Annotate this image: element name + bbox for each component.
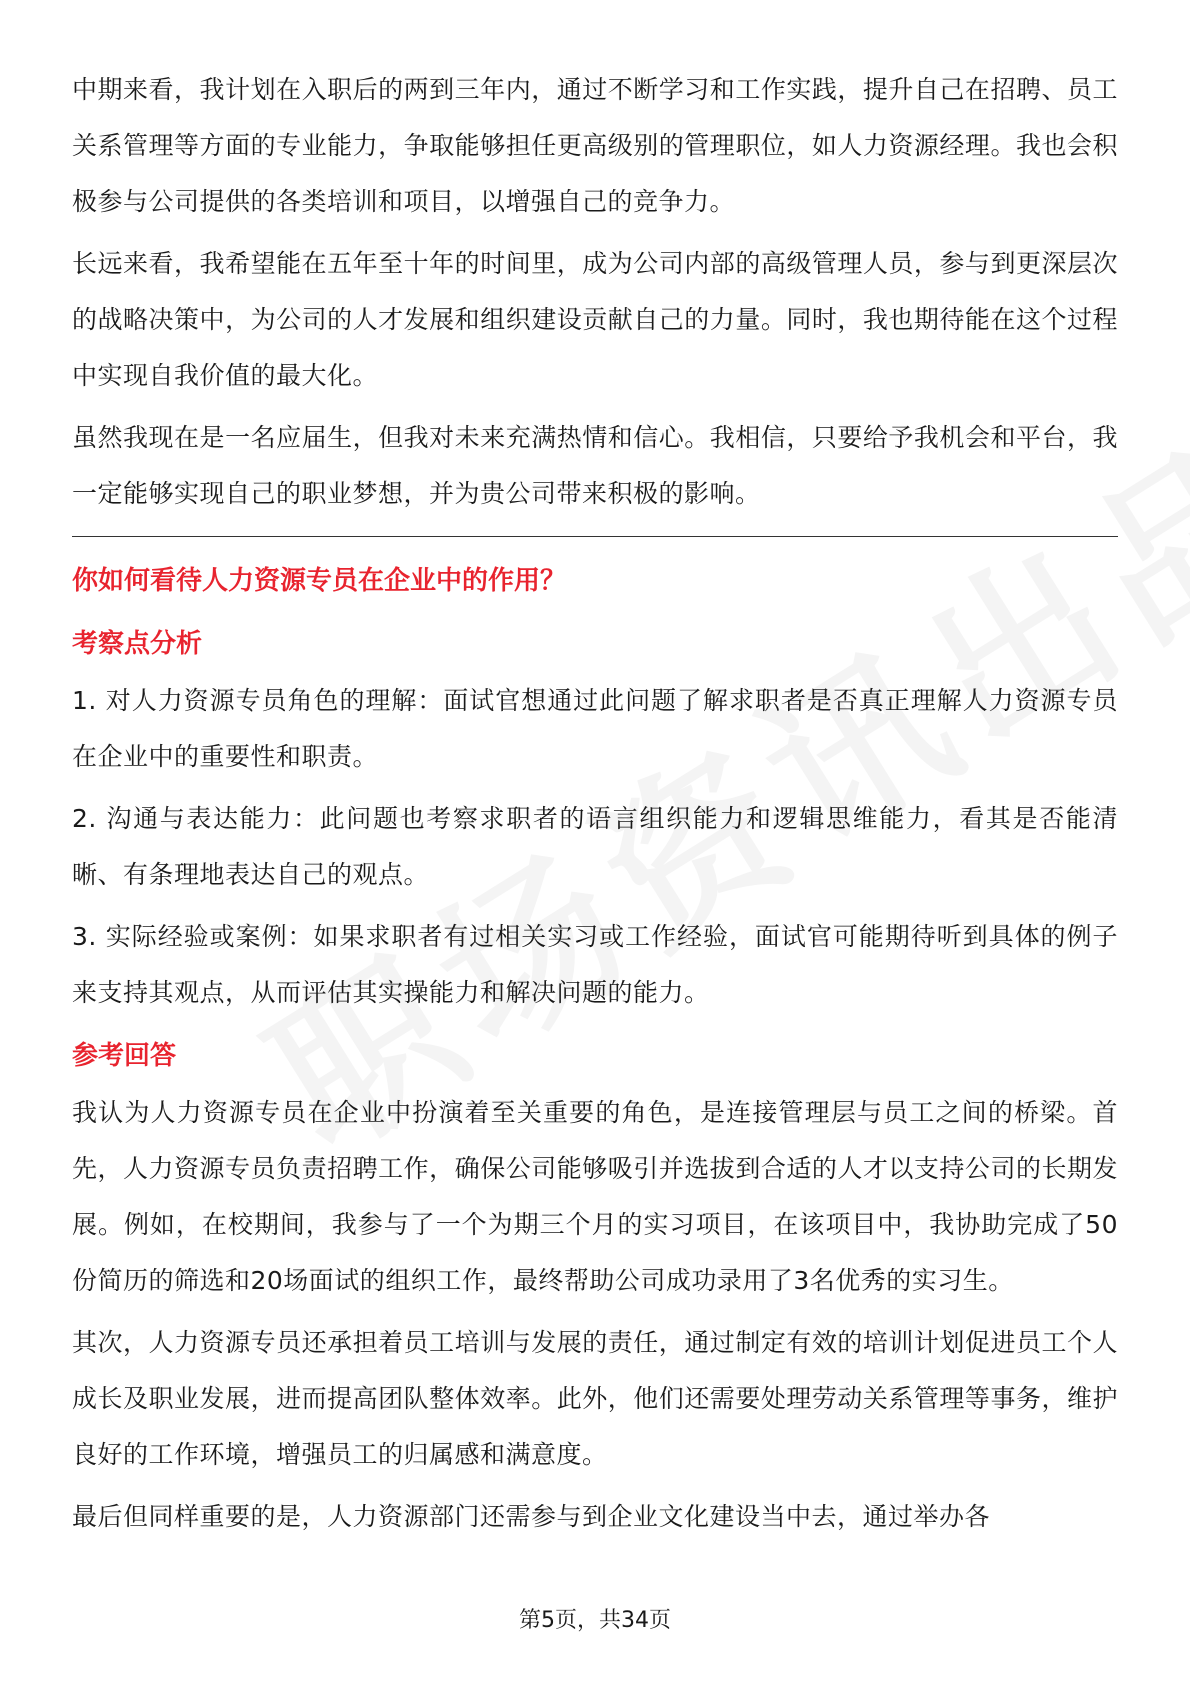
analysis-item: 2. 沟通与表达能力：此问题也考察求职者的语言组织能力和逻辑思维能力，看其是否能清晰、有条理地表达自己的观点。 (72, 804, 1118, 889)
page-number: 第5页，共34页 (519, 1608, 671, 1633)
body-paragraph: 长远来看，我希望能在五年至十年的时间里，成为公司内部的高级管理人员，参与到更深层次的战略决策中，为公司的人才发展和组织建设贡献自己的力量。同时，我也期待能在这个过程中实现自我价值的最大化。 (72, 249, 1118, 390)
analysis-heading: 考察点分析 (72, 629, 203, 659)
page-content (72, 62, 1118, 1551)
section-divider (72, 536, 1118, 537)
body-paragraph: 虽然我现在是一名应届生，但我对未来充满热情和信心。我相信，只要给予我机会和平台，我一定能够实现自己的职业梦想，并为贵公司带来积极的影响。 (72, 423, 1118, 508)
analysis-item: 1. 对人力资源专员角色的理解：面试官想通过此问题了解求职者是否真正理解人力资源专员在企业中的重要性和职责。 (72, 686, 1118, 771)
answer-paragraph: 最后但同样重要的是，人力资源部门还需参与到企业文化建设当中去，通过举办各 (72, 1502, 991, 1531)
body-paragraph: 中期来看，我计划在入职后的两到三年内，通过不断学习和工作实践，提升自己在招聘、员工关系管理等方面的专业能力，争取能够担任更高级别的管理职位，如人力资源经理。我也会积极参与公司提供的各类培训和项目，以增强自己的竞争力。 (72, 75, 1118, 216)
answer-paragraph: 其次，人力资源专员还承担着员工培训与发展的责任，通过制定有效的培训计划促进员工个人成长及职业发展，进而提高团队整体效率。此外，他们还需要处理劳动关系管理等事务，维护良好的工作环境，增强员工的归属感和满意度。 (72, 1328, 1118, 1469)
analysis-item: 3. 实际经验或案例：如果求职者有过相关实习或工作经验，面试官可能期待听到具体的例子来支持其观点，从而评估其实操能力和解决问题的能力。 (72, 922, 1118, 1007)
answer-paragraph: 我认为人力资源专员在企业中扮演着至关重要的角色，是连接管理层与员工之间的桥梁。首先，人力资源专员负责招聘工作，确保公司能够吸引并选拔到合适的人才以支持公司的长期发展。例如，在校期间，我参与了一个为期三个月的实习项目，在该项目中，我协助完成了50份简历的筛选和20场面试的组织工作，最终帮助公司成功录用了3名优秀的实习生。 (72, 1098, 1118, 1295)
answer-heading: 参考回答 (72, 1041, 177, 1071)
question-title: 你如何看待人力资源专员在企业中的作用？ (72, 566, 567, 596)
